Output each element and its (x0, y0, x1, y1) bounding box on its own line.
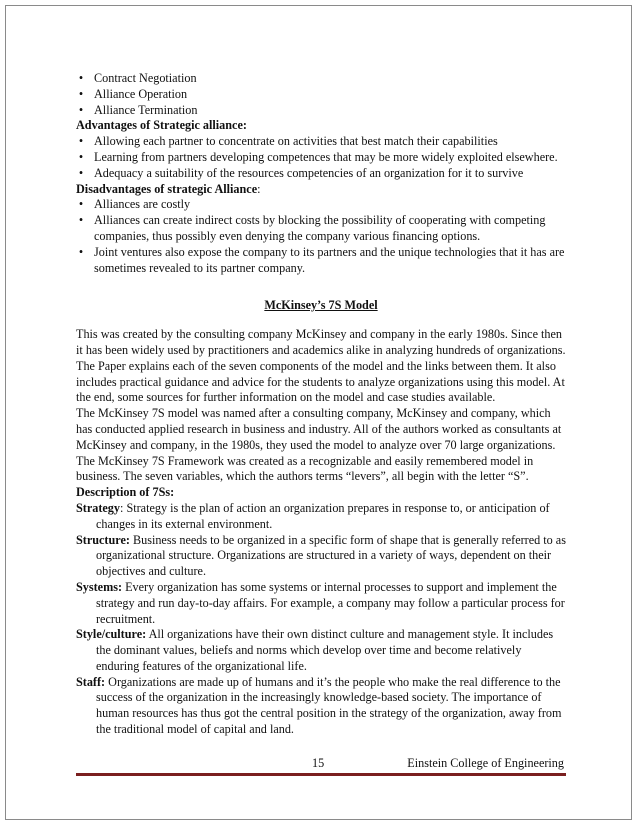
list-item-text: Alliances are costly (94, 197, 191, 212)
list-item (76, 71, 566, 87)
list-item (76, 150, 566, 166)
description-term: Strategy (76, 500, 120, 515)
paragraph: The McKinsey 7S model was named after a consulting company, McKinsey and company, which has conducted applied research in business and industry. All of the authors worked as consultants at McKinsey and company, in the 1980s, they used the model to analyze over 70 large organizations. The McKinsey 7S Framework was created as a recognizable and easily remembered model in business. The seven variables, which the authors terms “levers”, all begin with the letter “S”. (76, 406, 562, 484)
description-term: Systems: (76, 579, 123, 594)
list-item-text: Learning from partners developing competences that may be more widely exploited elsewhere. (94, 149, 558, 164)
page-number: 15 (312, 756, 325, 770)
page-footer (76, 756, 566, 772)
disadvantages-list (76, 197, 566, 276)
list-item-text: Adequacy a suitability of the resources competencies of an organization for it to survive (94, 165, 524, 180)
list-item (76, 166, 566, 182)
section-title: McKinsey’s 7S Model (264, 298, 378, 313)
footer-rule (76, 773, 566, 776)
description-item (76, 627, 566, 674)
list-item-text: Contract Negotiation (94, 71, 197, 85)
advantages-heading: Advantages of Strategic alliance: (76, 118, 247, 133)
bullet-icon: • (78, 213, 84, 228)
list-item (76, 245, 566, 277)
list-item (76, 134, 566, 150)
description-text: Business needs to be organized in a specific form of shape that is generally referred to as organizational structure. Organizations are structured in a variety of ways, dependent on their objectives and culture. (96, 532, 566, 579)
description-text: Strategy is the plan of action an organization prepares in response to, or anticipation of changes in its external environment. (96, 500, 550, 531)
advantages-list (76, 134, 566, 181)
list-item (76, 213, 566, 245)
alliance-stage-list (76, 71, 566, 118)
bullet-icon: • (78, 102, 84, 117)
college-name: Einstein College of Engineering (407, 756, 564, 770)
description-text: Every organization has some systems or internal processes to support and implement the strategy and run day-to-day affairs. For example, a company may follow a particular process for recruitment. (96, 579, 565, 626)
list-item (76, 87, 566, 103)
description-text: Organizations are made up of humans and it’s the people who make the real difference to the success of the organization in the increasingly knowledge-based society. The importance of human resources has thus got the central position in the strategy of the organization, away from the traditional model of capital and land. (96, 674, 562, 737)
list-item-text: Alliance Operation (94, 86, 188, 101)
description-item (76, 533, 566, 580)
list-item-text: Allowing each partner to concentrate on activities that best match their capabilities (94, 134, 498, 149)
description-text: All organizations have their own distinct culture and management style. It includes the dominant values, beliefs and norms which develop over time and become relatively enduring features of the organizational life. (96, 627, 554, 673)
list-item (76, 103, 566, 119)
list-item-text: Alliance Termination (94, 102, 198, 117)
description-item (76, 675, 566, 738)
bullet-icon: • (78, 197, 84, 212)
description-term: Style/culture: (76, 627, 147, 642)
document-body (76, 71, 566, 738)
list-item (76, 197, 566, 213)
description-separator: : (120, 500, 127, 515)
disadvantages-heading (76, 182, 566, 198)
description-term: Staff: (76, 674, 106, 689)
bullet-icon: • (78, 86, 84, 101)
bullet-icon: • (78, 149, 84, 164)
heading-colon: : (257, 181, 261, 196)
paragraph: This was created by the consulting company McKinsey and company in the early 1980s. Since then it has been widely used by practitioners and academics alike in analyzing hundreds of organizations. The Paper explains each of the seven components of the model and the links between them. It also includes practical guidance and advice for the students to analyze organizations using this model. At the end, some sources for further information on the model and case studies available. (76, 327, 566, 405)
disadvantages-heading-text: Disadvantages of strategic Alliance (76, 181, 258, 196)
bullet-icon: • (78, 244, 84, 259)
bullet-icon: • (78, 165, 84, 180)
description-item (76, 501, 566, 533)
bullet-icon: • (78, 71, 84, 85)
description-item (76, 580, 566, 627)
list-item-text: Joint ventures also expose the company to its partners and the unique technologies that it has are sometimes revealed to its partner company. (94, 244, 565, 275)
list-item-text: Alliances can create indirect costs by blocking the possibility of cooperating with competing companies, thus possibly even denying the company various financing options. (94, 213, 546, 243)
description-term: Structure: (76, 532, 130, 547)
description-heading: Description of 7Ss: (76, 485, 175, 500)
bullet-icon: • (78, 134, 84, 149)
